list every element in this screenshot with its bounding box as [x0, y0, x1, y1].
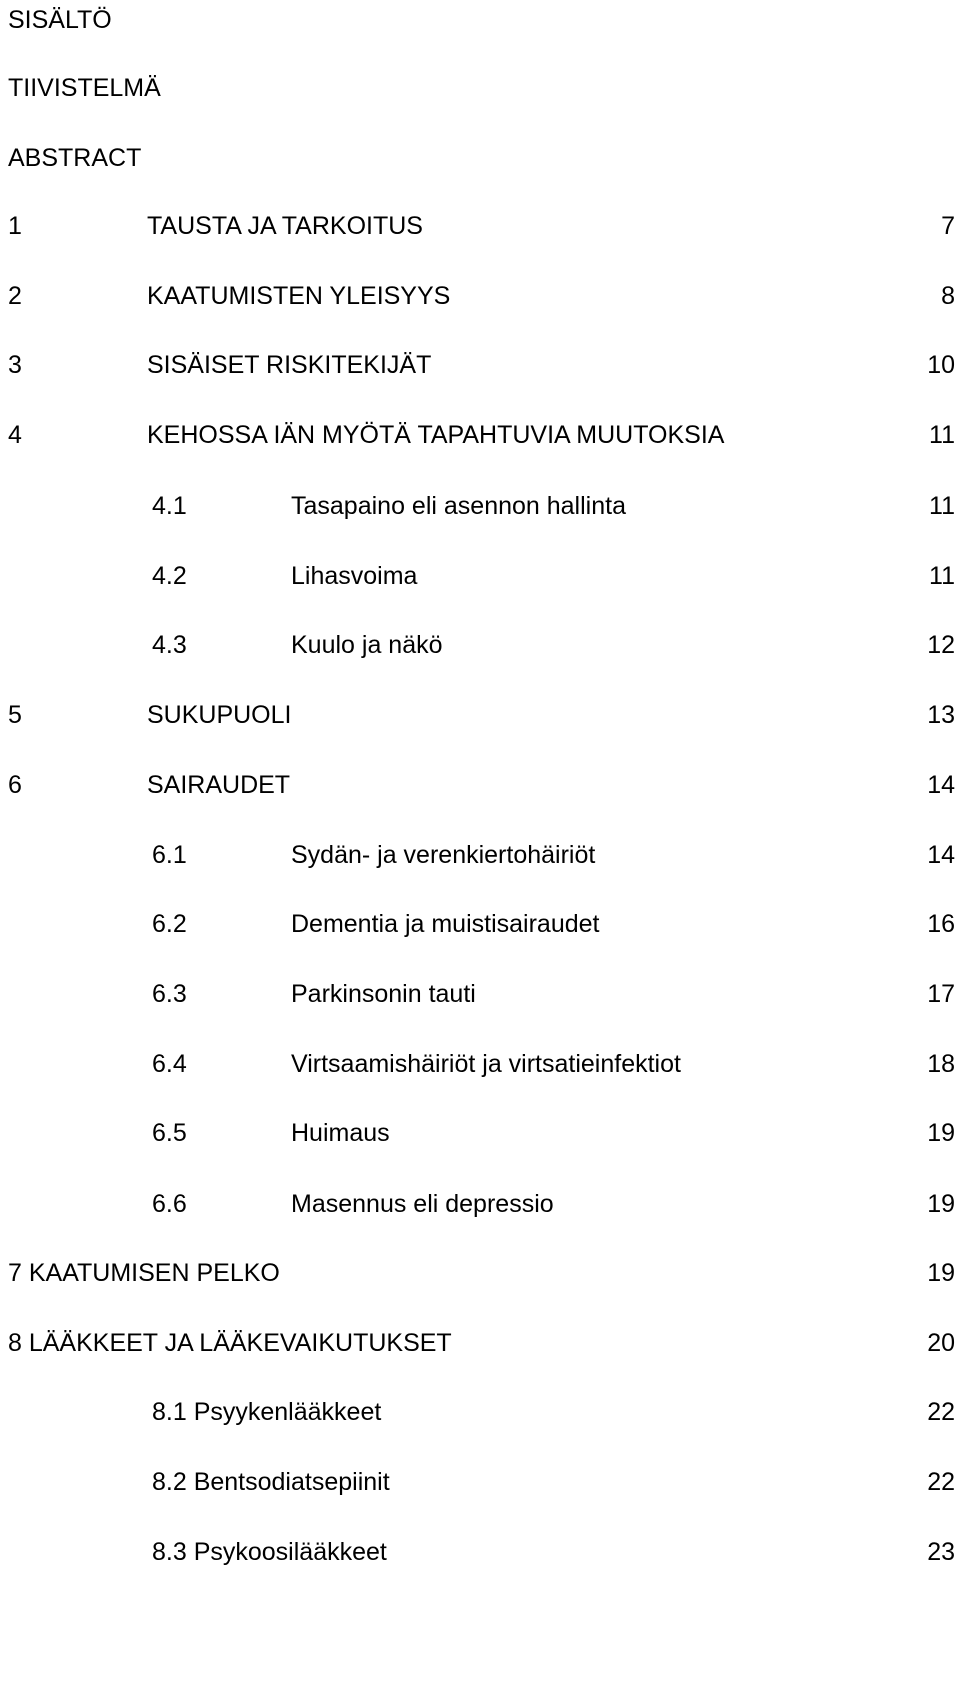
toc-entry-title: 8.3 Psykoosilääkkeet	[152, 1538, 387, 1566]
toc-entry-number: 4.2	[152, 562, 187, 590]
toc-entry-page: 8	[941, 282, 955, 310]
toc-entry-number: 6.4	[152, 1050, 187, 1078]
toc-entry-page: 19	[927, 1119, 955, 1147]
toc-entry-title: Virtsaamishäiriöt ja virtsatieinfektiot	[291, 1050, 681, 1078]
toc-entry-number: 6.1	[152, 841, 187, 869]
toc-entry-title: 8.1 Psyykenlääkkeet	[152, 1398, 382, 1426]
toc-entry-page: 14	[927, 841, 955, 869]
toc-entry-title: Sydän- ja verenkiertohäiriöt	[291, 841, 596, 869]
toc-entry-page: 13	[927, 701, 955, 729]
toc-entry-number: 5	[8, 701, 22, 729]
toc-entry-page: 18	[927, 1050, 955, 1078]
toc-entry-page: 14	[927, 771, 955, 799]
toc-entry-number: 4.3	[152, 631, 187, 659]
toc-entry-page: 7	[941, 212, 955, 240]
toc-entry-number: 1	[8, 212, 22, 240]
toc-entry-number: 6.6	[152, 1190, 187, 1218]
toc-entry-title: 7 KAATUMISEN PELKO	[8, 1259, 280, 1287]
toc-entry-number: 4	[8, 421, 22, 449]
toc-entry-title: KEHOSSA IÄN MYÖTÄ TAPAHTUVIA MUUTOKSIA	[147, 421, 725, 449]
toc-entry-title: Parkinsonin tauti	[291, 980, 476, 1008]
toc-entry-title: SISÄISET RISKITEKIJÄT	[147, 351, 432, 379]
toc-entry-title: 8 LÄÄKKEET JA LÄÄKEVAIKUTUKSET	[8, 1329, 452, 1357]
toc-entry-number: 3	[8, 351, 22, 379]
toc-entry-number: 6.5	[152, 1119, 187, 1147]
toc-entry-title: SAIRAUDET	[147, 771, 291, 799]
toc-entry-title: Huimaus	[291, 1119, 390, 1147]
toc-entry-title: Tasapaino eli asennon hallinta	[291, 492, 626, 520]
toc-heading: SISÄLTÖ	[8, 6, 112, 34]
toc-entry-page: 12	[927, 631, 955, 659]
toc-entry-page: 11	[929, 562, 955, 590]
toc-entry-title: SUKUPUOLI	[147, 701, 292, 729]
toc-entry-number: 6.2	[152, 910, 187, 938]
toc-entry-title: 8.2 Bentsodiatsepiinit	[152, 1468, 390, 1496]
toc-entry-page: 22	[927, 1398, 955, 1426]
front-matter-abstract: ABSTRACT	[8, 144, 142, 172]
toc-entry-page: 22	[927, 1468, 955, 1496]
toc-entry-number: 6.3	[152, 980, 187, 1008]
toc-entry-title: Dementia ja muistisairaudet	[291, 910, 600, 938]
toc-entry-number: 4.1	[152, 492, 187, 520]
toc-entry-page: 10	[927, 351, 955, 379]
toc-entry-page: 20	[927, 1329, 955, 1357]
toc-entry-title: Lihasvoima	[291, 562, 418, 590]
toc-entry-title: TAUSTA JA TARKOITUS	[147, 212, 423, 240]
toc-entry-page: 16	[927, 910, 955, 938]
toc-entry-title: KAATUMISTEN YLEISYYS	[147, 282, 451, 310]
toc-entry-page: 17	[927, 980, 955, 1008]
toc-entry-page: 11	[929, 421, 955, 449]
toc-entry-page: 19	[927, 1259, 955, 1287]
toc-entry-title: Kuulo ja näkö	[291, 631, 443, 659]
toc-entry-number: 2	[8, 282, 22, 310]
toc-entry-number: 6	[8, 771, 22, 799]
front-matter-tiivistelma: TIIVISTELMÄ	[8, 74, 161, 102]
toc-entry-page: 23	[927, 1538, 955, 1566]
toc-entry-page: 19	[927, 1190, 955, 1218]
toc-entry-title: Masennus eli depressio	[291, 1190, 554, 1218]
toc-entry-page: 11	[929, 492, 955, 520]
